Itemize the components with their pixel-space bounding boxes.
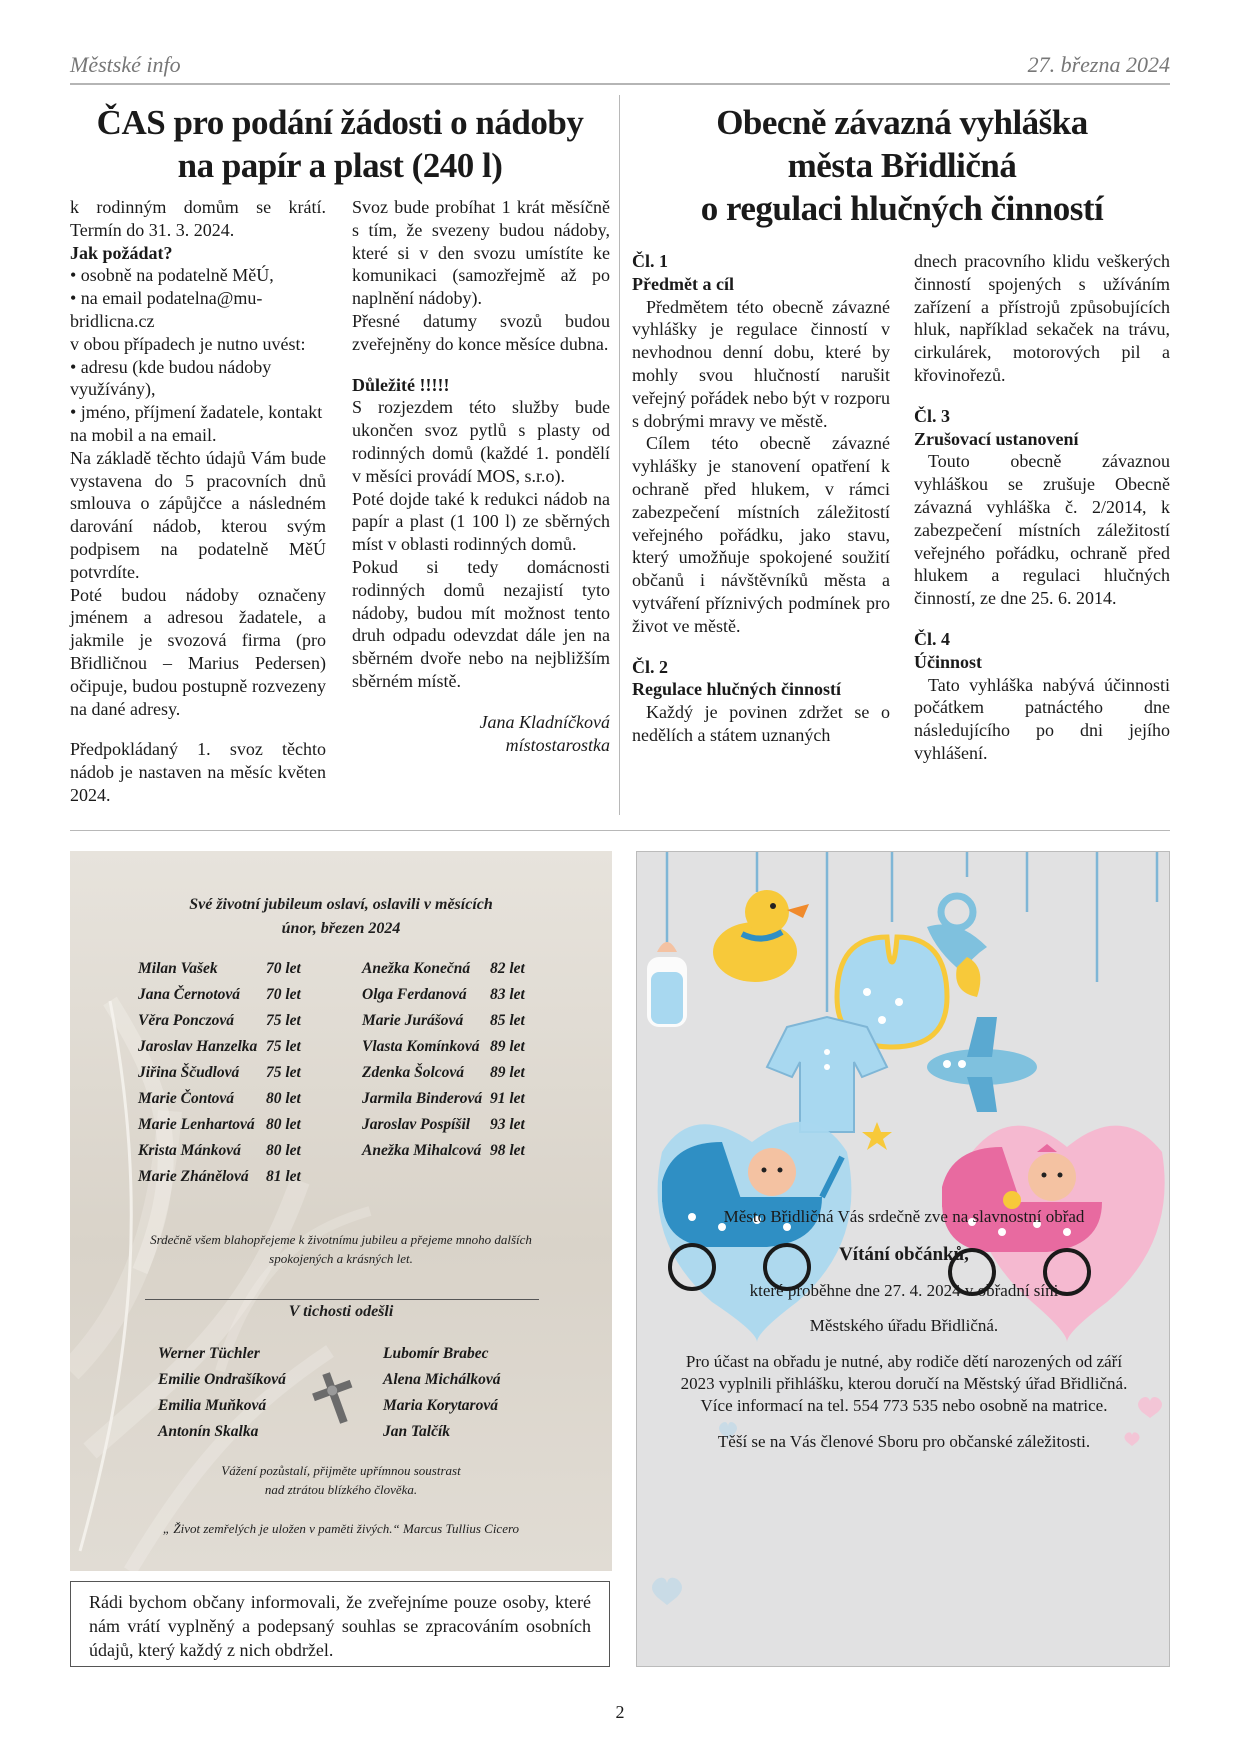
deceased-name: Lubomír Brabec [383,1345,489,1362]
jubilee-name: Marie Čontová [138,1090,235,1107]
jubilee-age: 75 let [266,1038,301,1055]
jubilee-age: 75 let [266,1012,301,1029]
jubilee-entry [362,1142,525,1160]
invitation-line1: Město Břidličná Vás srdečně zve na slavnostní obřad [723,1207,1085,1226]
jubilee-entry [362,986,525,1004]
page-number: 2 [615,1702,625,1722]
cross-icon [305,1368,365,1428]
column-divider [619,95,620,815]
invitation-line2: které proběhne dne 27. 4. 2024 v obřadní síni [749,1281,1059,1300]
blue-pram-icon [658,1122,852,1342]
deceased-name: Alena Michálková [383,1371,501,1388]
jubilee-age: 83 let [490,986,525,1003]
jubilee-name: Anežka Konečná [362,960,471,977]
right-article-col2: dnech pracovního klidu veškerých činností spojených s užíváním zařízení a přístrojů způsobujících hluk, například sekaček na trávu, cirkulárek, motorových pil a křovinořezů. Čl. 3 Zrušovací ustanovení Touto obecně závaznou vyhláškou se zrušuje Obecně závazná vyhláška č. 2/2014, k zabezpečení místních záležitostí veřejného pořádku, ochraně před hlukem a regulaci hlučných činností, ze dne 25. 6. 2014. Čl. 4 Účinnost Tato vyhláška nabývá účinnosti počátkem patnáctého dne následujícího po dni jejího vyhlášení. [914,251,1170,763]
jubilee-name: Jarmila Binderová [362,1090,483,1107]
jubilee-age: 89 let [490,1038,525,1055]
jubilee-entry [138,1038,301,1056]
bottle-icon [647,942,687,1027]
invitation-line4: Pro účast na obřadu je nutné, aby rodiče dětí narozených od září [685,1352,1123,1371]
jubilee-name: Jiřina Ščudlová [138,1064,240,1081]
jubilee-age: 80 let [266,1090,301,1107]
jubilee-name: Jana Černotová [138,986,241,1003]
jubilee-name: Milan Vašek [138,960,218,977]
condolence: Vážení pozůstalí, přijměte upřímnou soustrast nad ztrátou blízkého člověka. [221,1463,461,1497]
duck-icon [713,890,809,982]
jubilee-entry [362,1012,525,1030]
invitation-line7: Těší se na Vás členové Sboru pro občanské záležitosti. [717,1432,1091,1451]
onesie-icon [767,1017,887,1132]
jubilee-congrats: Srdečně všem blahopřejeme k životnímu jubileu a přejeme mnoho dalších spokojených a krásných let. [150,1232,532,1266]
invitation-line3: Městského úřadu Břidličná. [809,1316,999,1335]
cicero-quote: „ Život zemřelých je uložen v paměti živých.“ Marcus Tullius Cicero [162,1521,520,1536]
jubilee-age: 80 let [266,1116,301,1133]
invitation-line5: 2023 vyplnili přihlášku, kterou doručí na Městský úřad Břidličná. [680,1374,1128,1393]
privacy-notice: Rádi bychom občany informovali, že zveřejníme pouze osoby, které nám vrátí vyplněný a podepsaný souhlas se zpracováním osobních údajů, který každý z nich obdržel. [70,1581,610,1667]
deceased-name: Werner Tüchler [158,1345,260,1362]
signature-name: Jana Kladníčková [479,711,610,732]
jubilee-age: 85 let [490,1012,525,1029]
jubilee-entry [138,986,301,1004]
jubilee-age: 82 let [490,960,525,977]
jubilee-entry [138,1064,301,1082]
newsletter-name: Městské info [70,52,181,77]
left-article-title: ČAS pro podání žádosti o nádoby na papír a plast (240 l) [96,103,584,185]
header-rule [70,83,1170,85]
right-article-col1: Čl. 1 Předmět a cíl Předmětem této obecně závazné vyhlášky je regulace činností v nevhodnou denní dobu, které by mohly svou hlučností narušit veřejný pořádek nebo být v rozporu s dobrými mravy ve městě. Cílem této obecně závazné vyhlášky je stanovení opatření k ochraně před hlukem, v rámci zabezpečení místních záležitostí veřejného pořádku, jako stavu, který umožňuje spokojené soužití občanů i návštěvníků města a vytváření příznivých podmínek pro život ve městě. Čl. 2 Regulace hlučných činností Každý je povinen zdržet se o nedělích a státem uznaných [632,251,890,745]
jubilee-entry [138,960,301,978]
jubilee-age: 98 let [490,1142,525,1159]
jubilee-name: Zdenka Šolcová [362,1064,465,1081]
jubilee-entry [138,1090,301,1108]
jubilee-age: 75 let [266,1064,301,1081]
jubilee-entry [362,1038,525,1056]
jubilee-entry [362,1064,525,1082]
jubilee-title: Své životní jubileum oslaví, oslavili v měsících únor, březen 2024 [189,896,493,937]
jubilee-entry [138,1142,301,1160]
jubilee-entry [362,1116,525,1134]
jubilee-entry [138,1116,301,1134]
memorial-title: V tichosti odešli [288,1303,394,1320]
jubilee-name: Olga Ferdanová [362,986,467,1003]
jubilee-age: 93 let [490,1116,525,1133]
baby-welcome-box [636,851,1170,1667]
jubilee-entry [138,1012,301,1030]
jubilee-age: 70 let [266,960,301,977]
jubilee-name: Marie Lenhartová [138,1116,255,1133]
pink-pram-icon [942,1126,1165,1342]
jubilee-name: Krista Mánková [138,1142,241,1159]
jubilee-entry [362,1090,525,1108]
jubilee-name: Marie Zhánělová [138,1168,249,1185]
jubilee-name: Vlasta Komínková [362,1038,480,1055]
jubilee-name: Věra Ponczová [138,1012,235,1029]
deceased-name: Jan Talčík [383,1423,451,1440]
memorial-rule [145,1299,539,1300]
signature-role: místostarostka [505,734,610,755]
jubilee-age: 81 let [266,1168,301,1185]
right-article-title: Obecně závazná vyhláška města Břidličná o regulaci hlučných činností [700,103,1104,228]
jubilee-entry [138,1168,301,1186]
jubilee-age: 91 let [490,1090,525,1107]
jubilee-name: Marie Jurášová [362,1012,464,1029]
jubilee-name: Jaroslav Hanzelka [138,1038,258,1055]
invitation-line6: Více informací na tel. 554 773 535 nebo osobně na matrice. [700,1396,1108,1415]
left-article-col1: k rodinným domům se krátí. Termín do 31. 3. 2024. Jak požádat? • osobně na podatelně MěÚ, • na email podatelna@mu-bridlicna.cz v obou případech je nutno uvést: • adresu (kde budou nádoby využívány), • jméno, příjmení žadatele, kontakt na mobil a na email. Na základě těchto údajů Vám bude vystavena do 5 pracovních dnů smlouva o zápůjčce a následném darování nádob, kterou svým podpisem na podatelně MěÚ potvrdíte. Poté budou nádoby označeny jménem a adresou žadatele, a jakmile je svozová firma (pro Břidličnou – Marius Pedersen) očipuje, budou postupně rozvezeny na dané adresy. Předpokládaný 1. svoz těchto nádob je nastaven na měsíc květen 2024. [70,197,326,805]
deceased-name: Emilia Muňková [158,1397,267,1414]
airplane-icon [927,1017,1037,1112]
issue-date: 27. března 2024 [1027,52,1170,77]
jubilee-entry [362,960,525,978]
left-article-col2: Svoz bude probíhat 1 krát měsíčně s tím, že svezeny budou nádoby, které si v den svozu umístíte ke komunikaci (samozřejmě až po naplnění nádoby). Přesné datumy svozů budou zveřejněny do konce měsíce dubna. Důležité !!!!! S rozjezdem této služby bude ukončen svoz pytlů s plasty od rodinných domů (každé 1. pondělí v měsíci provádí MOS, s.r.o). Poté dojde také k redukci nádob na papír a plast (1 100 l) ze sběrných míst v oblasti rodinných domů. Pokud si tedy domácnosti rodinných domů nezajistí tyto nádoby, budou mít možnost tento druh odpadu odevzdat dále jen na sběrném dvoře nebo na nejbližším sběrném místě. Jana Kladníčková místostarostka [352,197,610,755]
deceased-name: Maria Korytarová [383,1397,498,1414]
deceased-name: Antonín Skalka [158,1423,259,1440]
deceased-name: Emilie Ondrašíková [158,1371,286,1388]
jubilee-name: Anežka Mihalcová [362,1142,482,1159]
jubilee-age: 80 let [266,1142,301,1159]
jubilee-name: Jaroslav Pospíšil [362,1116,471,1133]
invitation-title: Vítání občánků, [839,1244,969,1265]
jubilee-age: 70 let [266,986,301,1003]
section-rule [70,830,1170,831]
jubilee-age: 89 let [490,1064,525,1081]
